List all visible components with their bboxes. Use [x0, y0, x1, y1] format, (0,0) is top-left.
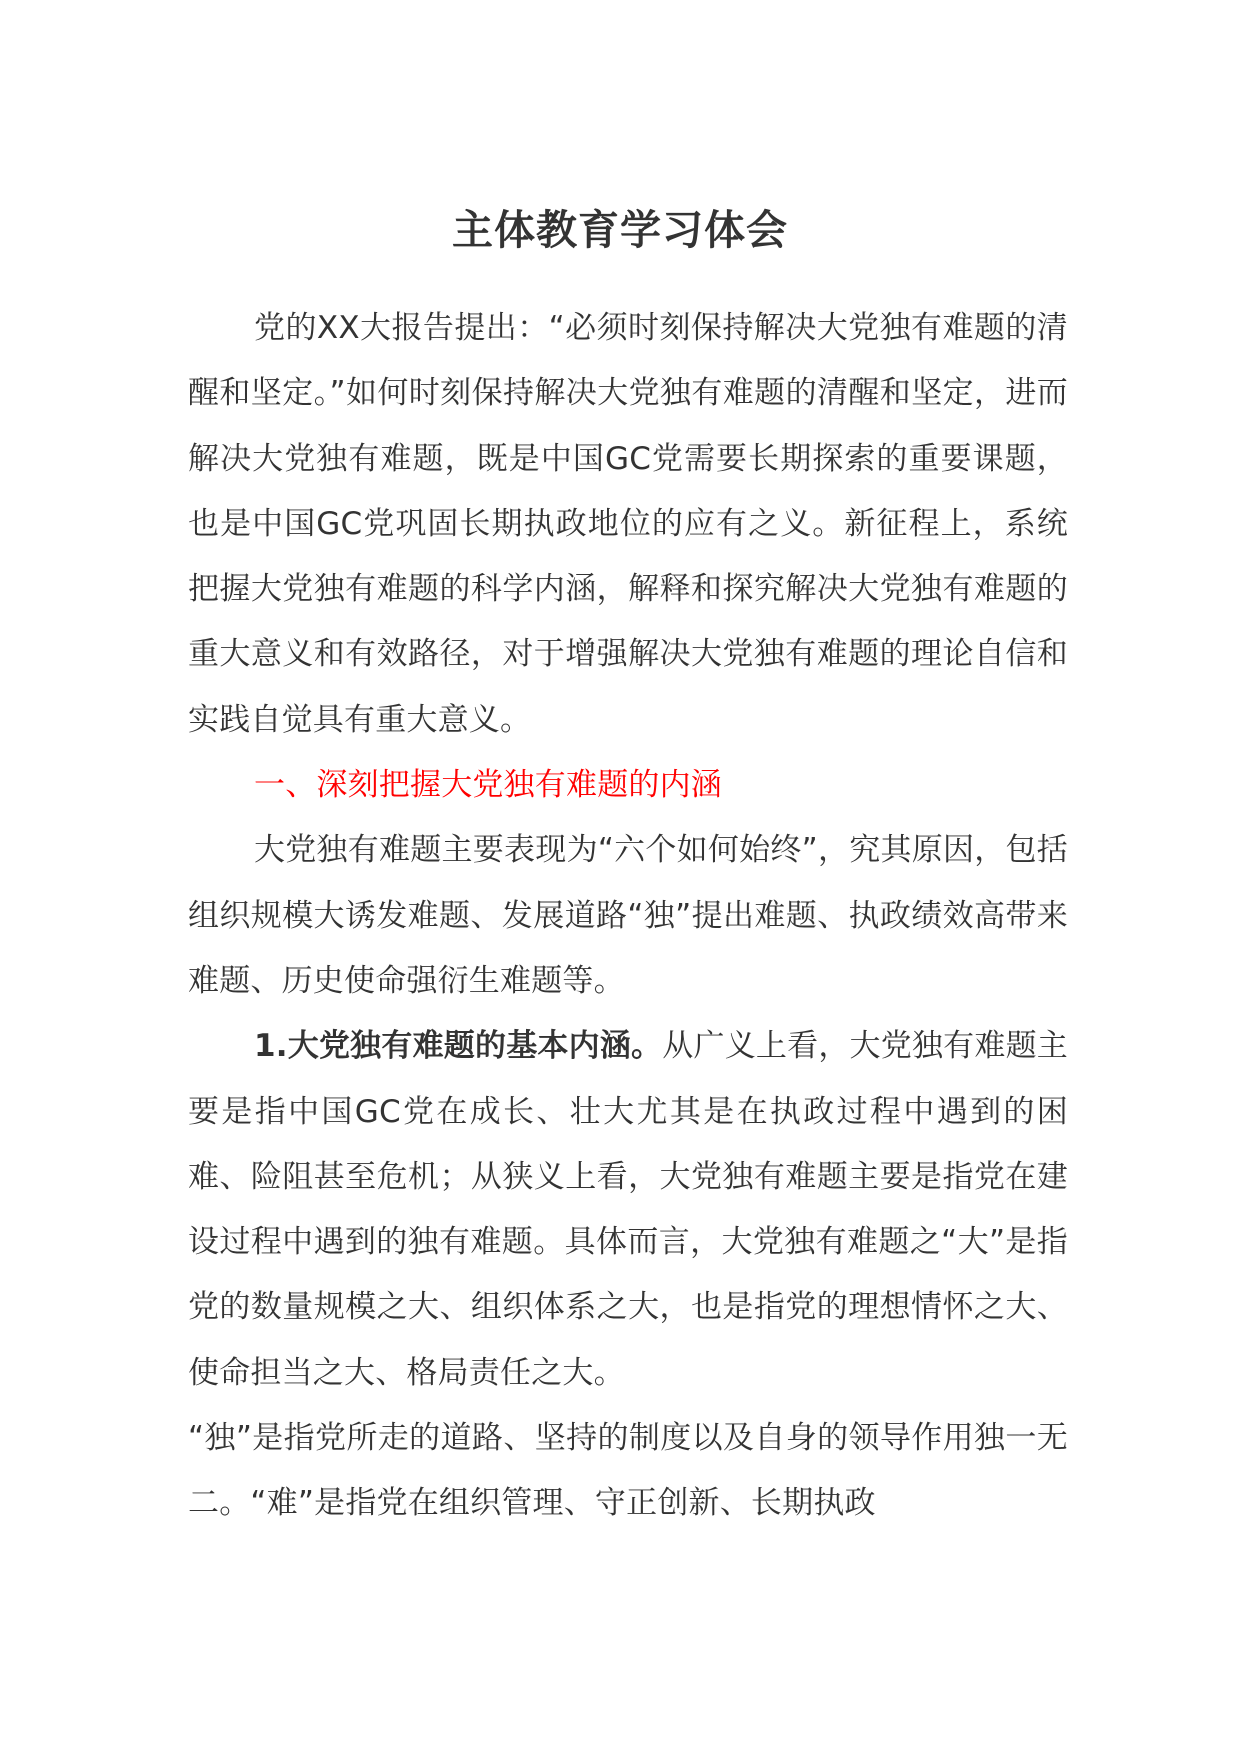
section-paragraph: 大党独有难题主要表现为“六个如何始终”，究其原因，包括组织规模大诱发难题、发展道路“独”提出难题、执政绩效高带来难题、历史使命强衍生难题等。	[188, 832, 1068, 999]
subsection-paragraph	[188, 1014, 1068, 1406]
intro-paragraph: 党的XX大报告提出：“必须时刻保持解决大党独有难题的清醒和坚定。”如何时刻保持解决大党独有难题的清醒和坚定，进而解决大党独有难题，既是中国GC党需要长期探索的重要课题，也是中国GC党巩固长期执政地位的应有之义。新征程上，系统把握大党独有难题的科学内涵，解释和探究解决大党独有难题的重大意义和有效路径，对于增强解决大党独有难题的理论自信和实践自觉具有重大意义。	[188, 310, 1068, 738]
document-body	[188, 296, 1068, 1537]
section-heading: 一、深刻把握大党独有难题的内涵	[254, 767, 722, 804]
subsection-text: 从广义上看，大党独有难题主要是指中国GC党在成长、壮大尤其是在执政过程中遇到的困难、险阻甚至危机；从狭义上看，大党独有难题主要是指党在建设过程中遇到的独有难题。具体而言，大党独有难题之“大”是指党的数量规模之大、组织体系之大，也是指党的理想情怀之大、使命担当之大、格局责任之大。	[188, 1028, 1068, 1391]
continuation-paragraph: “独”是指党所走的道路、坚持的制度以及自身的领导作用独一无二。“难”是指党在组织管理、守正创新、长期执政	[188, 1420, 1068, 1522]
subsection-lead: 1.大党独有难题的基本内涵。	[254, 1028, 663, 1065]
document-title: 主体教育学习体会	[452, 206, 788, 254]
